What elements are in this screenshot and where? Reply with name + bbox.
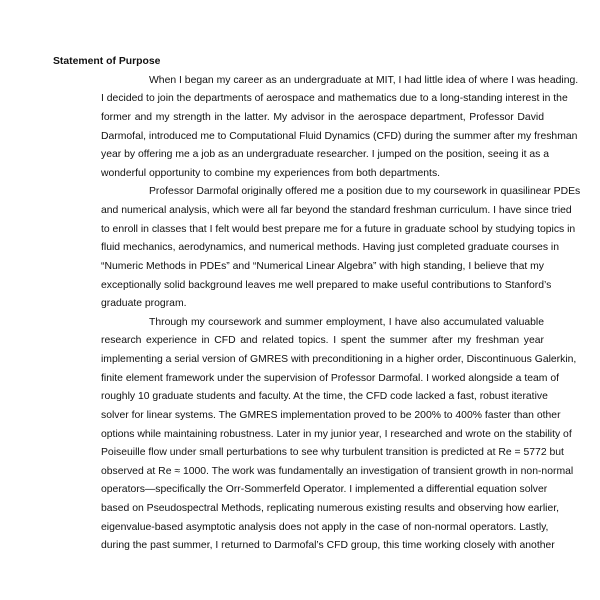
text-line: I decided to join the departments of aerospace and mathematics due to a long-standing interest in the	[101, 93, 568, 105]
text-line: research experience in CFD and related topics. I spent the summer after my freshman year	[101, 335, 544, 347]
document-body	[53, 53, 581, 556]
text-line: Poiseuille flow under small perturbations to see why turbulent transition is predicted at Re = 5772 but	[101, 447, 564, 459]
text-line: during the past summer, I returned to Darmofal’s CFD group, this time working closely with another	[101, 540, 555, 552]
text-line: exceptionally solid background leaves me well prepared to make useful contributions to Stanford’s	[101, 279, 552, 291]
text-line: fluid mechanics, aerodynamics, and numerical methods. Having just completed graduate courses in	[101, 242, 559, 254]
text-line: Through my coursework and summer employment, I have also accumulated valuable	[149, 316, 544, 328]
text-line: finite element framework under the supervision of Professor Darmofal. I worked alongside a team of	[101, 372, 559, 384]
text-line: implementing a serial version of GMRES with preconditioning in a higher order, Discontinuous Galerkin,	[101, 354, 577, 365]
text-line: “Numeric Methods in PDEs” and “Numerical Linear Algebra” with high standing, I believe that my	[101, 260, 544, 272]
text-line: observed at Re ≈ 1000. The work was fundamentally an investigation of transient growth in non-normal	[101, 465, 574, 477]
text-line: solver for linear systems. The GMRES implementation proved to be 200% to 400% faster than other	[101, 409, 561, 421]
text-line: roughly 10 graduate students and faculty. At the time, the CFD code lacked a fast, robust iterative	[101, 391, 548, 403]
text-line: wonderful opportunity to combine my experiences from both departments.	[101, 167, 441, 179]
text-line: operators—specifically the Orr-Sommerfeld Operator. I implemented a differential equation solver	[101, 484, 548, 496]
text-line: former and my strength in the latter. My advisor in the aerospace department, Professor David	[101, 111, 544, 123]
text-line: options while maintaining robustness. Later in my junior year, I researched and wrote on the stability of	[101, 428, 572, 440]
text-line: graduate program.	[101, 298, 187, 310]
text-line: Professor Darmofal originally offered me a position due to my coursework in quasilinear PDEs	[149, 186, 581, 198]
text-line: to enroll in classes that I felt would best prepare me for a future in graduate school by studying topics in	[101, 223, 576, 235]
text-line: based on Pseudospectral Methods, replicating numerous existing results and observing how earlier,	[101, 503, 560, 514]
text-line: year by offering me a job as an undergraduate researcher. I jumped on the position, seeing it as a	[101, 149, 550, 161]
text-line: eigenvalue-based asymptotic analysis does not apply in the case of non-normal operators. Lastly,	[101, 521, 549, 533]
text-line: Darmofal, introduced me to Computational Fluid Dynamics (CFD) during the summer after my freshman	[101, 130, 578, 142]
paragraph-3	[53, 314, 577, 556]
text-line: When I began my career as an undergraduate at MIT, I had little idea of where I was heading.	[149, 74, 579, 86]
paragraph-1	[53, 72, 579, 184]
paragraph-2	[53, 183, 581, 313]
text-line: and numerical analysis, which were all far beyond the standard freshman curriculum. I have since tried	[101, 205, 572, 216]
document-title: Statement of Purpose	[53, 56, 161, 67]
